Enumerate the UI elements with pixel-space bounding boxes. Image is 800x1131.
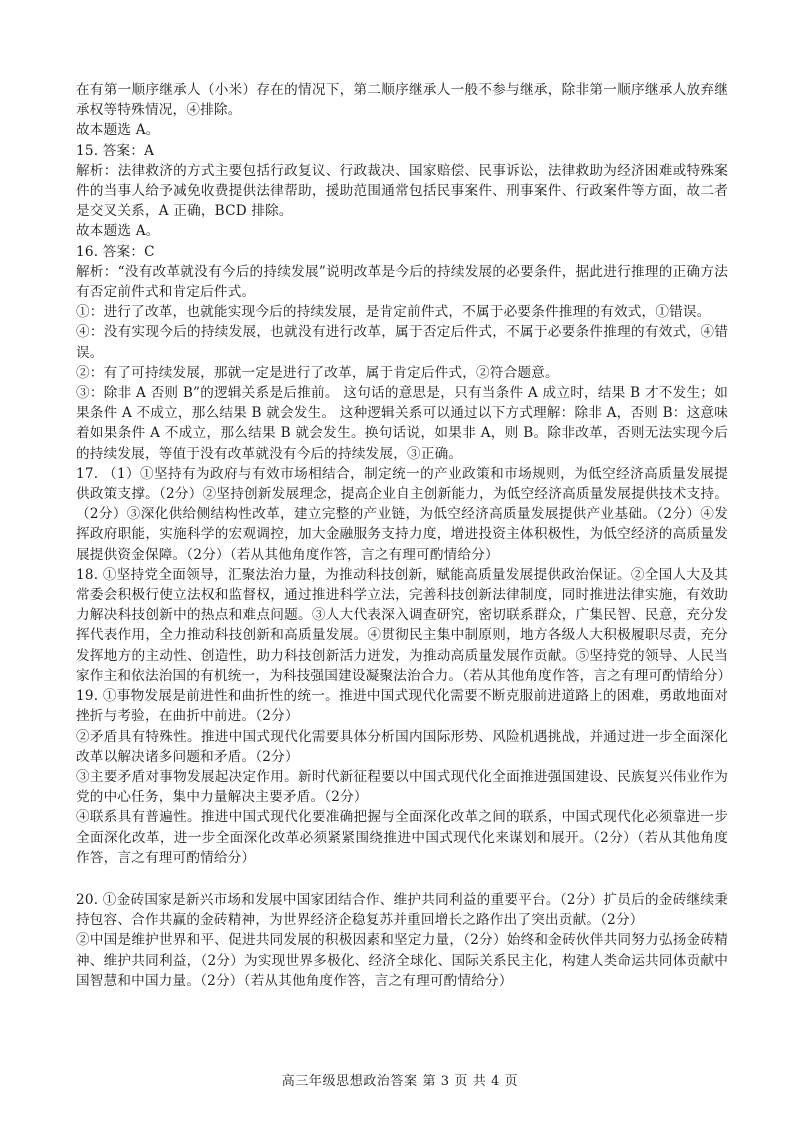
q19-point-4: ④联系具有普遍性。推进中国式现代化要准确把握与全面深化改革之间的联系，中国式现代化必须靠进一步全面深化改革，进一步全面深化改革必须紧紧围绕推进中国式现代化来谋划和展开。（2分）（若从其他角度作答，言之有理可酌情给分） <box>76 809 728 866</box>
q16-option-2: ②：有了可持续发展，那就一定是进行了改革，属于肯定后件式，②符合题意。 <box>76 364 559 381</box>
q16-option-3: ③：除非 A 否则 B”的逻辑关系是后推前。 这句话的意思是，只有当条件 A 成立时，结果 B 才不发生；如果条件 A 不成立，那么结果 B 就会发生。 这种逻辑关系可以通过以下方式理解：除非 A，否则 B：这意味着如果条件 A 不成立，那么结果 B 就会发生。换句话说，如果非 A，则 B。除非改革，否则无法实现今后的持续发展，等值于没有改革就没有今后的持续发展，③正确。 <box>76 385 728 462</box>
q17-answer: 17. （1）①坚持有为政府与有效市场相结合，制定统一的产业政策和市场规则，为低空经济高质量发展提供政策支撑。（2分）②坚持创新发展理念，提高企业自主创新能力，为低空经济高质量发展提供技术支持。（2分）③深化供给侧结构性改革，建立完整的产业链，为低空经济高质量发展提供产业基础。（2分）④发挥政府职能，实施科学的宏观调控，加大金融服务支持力度，增进投资主体积极性，为低空经济的高质量发展提供资金保障。（2分）（若从其他角度作答，言之有理可酌情给分） <box>76 465 728 563</box>
page-footer: 高三年级思想政治答案 第 3 页 共 4 页 <box>281 1074 519 1089</box>
q19-point-3: ③主要矛盾对事物发展起决定作用。新时代新征程要以中国式现代化全面推进强国建设、民族复兴伟业作为党的中心任务，集中力量解决主要矛盾。（2分） <box>76 768 728 806</box>
q19-point-1: 19. ①事物发展是前进性和曲折性的统一。推进中国式现代化需要不断克服前进道路上的困难，勇敢地面对挫折与考验，在曲折中前进。（2分） <box>76 688 728 725</box>
paragraph-14-continuation: 在有第一顺序继承人（小米）存在的情况下，第二顺序继承人一般不参与继承，除非第一顺序继承人放弃继承权等特殊情况，④排除。 <box>76 82 728 119</box>
q16-option-1: ①：进行了改革，也就能实现今后的持续发展，是肯定前件式，不属于必要条件推理的有效式，①错误。 <box>76 304 711 321</box>
paragraph-spacer <box>76 868 728 890</box>
paragraph-14-conclusion: 故本题选 A。 <box>76 122 160 139</box>
q20-point-1: 20. ①金砖国家是新兴市场和发展中国家团结合作、维护共同利益的重要平台。（2分）扩员后的金砖继续秉持包容、合作共赢的金砖精神，为世界经济企稳复苏并重回增长之路作出了突出贡献。（2分） <box>76 891 728 929</box>
answer-document <box>76 80 732 991</box>
q15-answer: 15. 答案：A <box>76 142 155 159</box>
q20-point-2: ②中国是维护世界和平、促进共同发展的积极因素和坚定力量，（2分）始终和金砖伙伴共同努力弘扬金砖精神、维护共同利益，（2分）为实现世界多极化、经济全球化、国际关系民主化，构建人类命运共同体贡献中国智慧和中国力量。（2分）（若从其他角度作答，言之有理可酌情给分） <box>76 932 728 989</box>
q18-answer: 18. ①坚持党全面领导，汇聚法治力量，为推动科技创新，赋能高质量发展提供政治保证。②全国人大及其常委会积极行使立法权和监督权，通过推进科学立法，完善科技创新法律制度，同时推进法律实施，有效助力解决科技创新中的热点和难点问题。③人大代表深入调查研究，密切联系群众，广集民智、民意，充分发挥代表作用，全力推动科技创新和高质量发展。④贯彻民主集中制原则，地方各级人大积极履职尽责，充分发挥地方的主动性、创造性，助力科技创新活力迸发，为推动高质量发展作贡献。⑤坚持党的领导、人民当家作主和依法治国的有机统一，为科技强国建设凝聚法治合力。（若从其他角度作答，言之有理可酌情给分） <box>76 566 732 684</box>
q15-analysis: 解析：法律救济的方式主要包括行政复议、行政裁决、国家赔偿、民事诉讼，法律救助为经济困难或特殊案件的当事人给予减免收费提供法律帮助，援助范围通常包括民事案件、刑事案件、行政案件等方面，故二者是交叉关系，A 正确，BCD 排除。 <box>76 162 728 220</box>
q19-point-2: ②矛盾具有特殊性。推进中国式现代化需要具体分析国内国际形势、风险机遇挑战，并通过进一步全面深化改革以解决诸多问题和矛盾。（2分） <box>76 728 728 765</box>
q16-option-4: ④：没有实现今后的持续发展，也就没有进行改革，属于否定后件式，不属于必要条件推理的有效式，④错误。 <box>76 324 728 361</box>
q15-conclusion: 故本题选 A。 <box>76 223 160 240</box>
q16-answer: 16. 答案：C <box>76 243 155 260</box>
q16-analysis: 解析：“没有改革就没有今后的持续发展”说明改革是今后的持续发展的必要条件，据此进行推理的正确方法有否定前件式和肯定后件式。 <box>76 263 728 301</box>
